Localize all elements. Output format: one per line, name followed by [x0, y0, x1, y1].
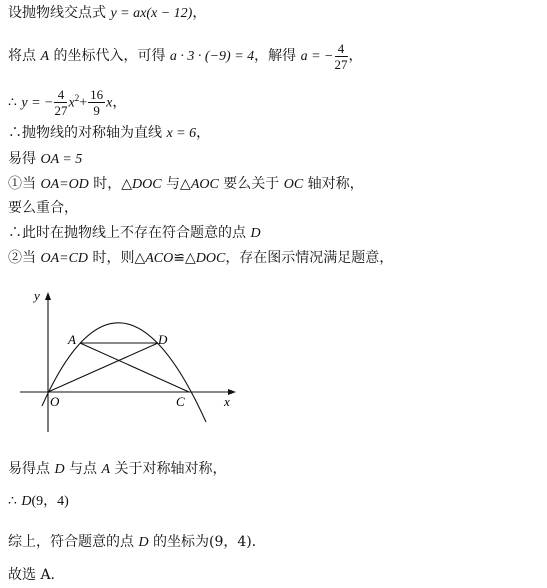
text: 的坐标代入，可得 [53, 48, 166, 64]
segment-name: OC [283, 177, 304, 192]
numerator: 4 [335, 41, 348, 57]
triangle-name: DOC [132, 177, 162, 192]
line-6 [8, 175, 364, 194]
text: ，存在图示情况满足题意， [225, 250, 394, 266]
text: 与点 [69, 461, 98, 477]
answer-text: 故选 A. [8, 567, 56, 583]
x-axis-label: x [224, 394, 230, 409]
congruence-symbol: ≌△ [173, 250, 196, 266]
line-8 [8, 224, 261, 243]
fraction [88, 87, 105, 118]
numerator: 4 [54, 87, 67, 103]
y-axis-label: y [34, 288, 40, 303]
text: 易得 [8, 151, 36, 167]
text: ①当 [8, 176, 36, 192]
text: 轴对称， [307, 176, 364, 192]
text: 将点 [8, 48, 36, 64]
text: 的坐标为(9，4)． [153, 534, 266, 550]
text: ， [196, 125, 211, 141]
line-1 [8, 4, 206, 23]
text: ∴抛物线的对称轴为直线 [8, 125, 162, 141]
line-5 [8, 150, 82, 169]
segment-AC [80, 343, 189, 392]
text: 关于对称轴对称， [114, 461, 227, 477]
text: ②当 [8, 250, 36, 266]
point-label: A [101, 462, 111, 477]
fraction [54, 87, 67, 118]
therefore-symbol: ∴ [8, 493, 17, 509]
point-D-label: D [158, 332, 168, 347]
operator: + [79, 95, 88, 111]
line-2 [8, 40, 363, 73]
equation: a = − [300, 49, 334, 64]
equation: OA=CD [40, 251, 89, 266]
y-axis-arrow [45, 292, 51, 300]
line-3 [8, 82, 126, 120]
denominator: 27 [334, 56, 348, 72]
text: 时，△ [93, 176, 133, 192]
text: 与△ [166, 176, 191, 192]
fraction [335, 41, 348, 72]
text: 综上，符合题意的点 [8, 534, 134, 550]
equation: x = 6 [166, 126, 197, 141]
line-9 [8, 249, 393, 268]
text: 设抛物线交点式 [8, 5, 106, 21]
variable: x [68, 95, 75, 111]
point-O-label: O [50, 394, 60, 409]
denominator: 9 [93, 103, 100, 119]
line-13 [8, 566, 55, 584]
text: 要么重合， [8, 200, 78, 216]
point-C-label: C [176, 394, 185, 409]
line-12 [8, 533, 266, 552]
text: 时，则△ [92, 250, 146, 266]
triangle-name: ACO [145, 251, 174, 266]
variable: x [106, 95, 113, 111]
denominator: 27 [54, 103, 68, 119]
numerator: 16 [90, 87, 104, 103]
equation: OA = 5 [40, 152, 83, 167]
equation: y = ax(x − 12) [110, 6, 193, 21]
line-4 [8, 124, 210, 143]
exponent: 2 [74, 93, 80, 103]
point-label: D [21, 494, 32, 509]
equation: OA=OD [40, 177, 89, 192]
equation: y = − [21, 95, 54, 111]
line-11 [8, 492, 69, 511]
point-label: D [250, 226, 261, 241]
text: ， [348, 48, 363, 64]
text: ， [112, 94, 127, 111]
triangle-name: DOC [195, 251, 226, 266]
line-10 [8, 460, 227, 479]
coordinates: (9，4) [31, 494, 69, 509]
segment-OD [48, 343, 158, 392]
text: ， [192, 5, 207, 21]
triangle-name: AOC [190, 177, 219, 192]
equation: a · 3 · (−9) = 4 [169, 49, 255, 64]
parabola-figure [8, 282, 248, 442]
text: 易得点 [8, 461, 50, 477]
text: ，解得 [254, 48, 297, 64]
therefore-symbol: ∴ [8, 94, 17, 111]
line-7 [8, 199, 78, 217]
text: ∴此时在抛物线上不存在符合题意的点 [8, 225, 246, 241]
point-A-label: A [68, 332, 76, 347]
point-label: D [54, 462, 65, 477]
text: 要么关于 [223, 176, 280, 192]
point-label: A [40, 49, 50, 64]
point-label: D [138, 535, 149, 550]
